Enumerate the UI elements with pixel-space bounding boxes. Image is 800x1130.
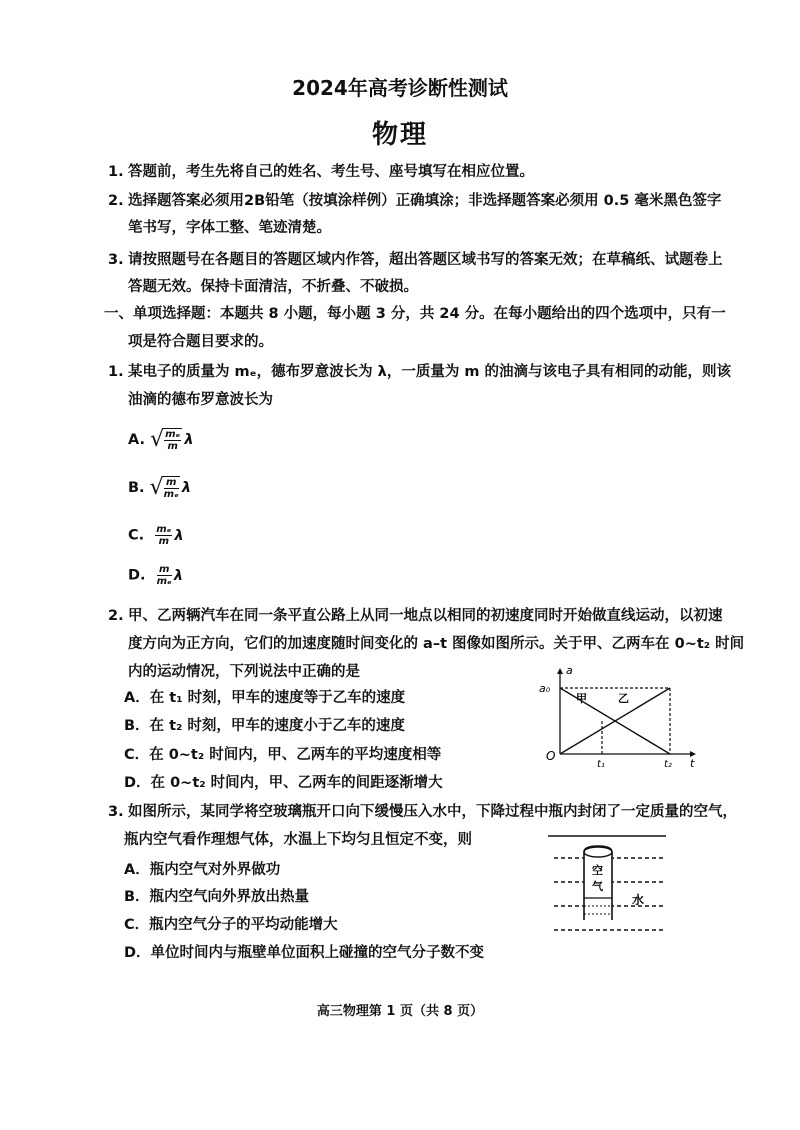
question-number: 1. [108,364,124,380]
question-1-continued: 油滴的德布罗意波长为 [128,392,273,408]
question-text: 甲、乙两辆汽车在同一条平直公路上从同一地点以相同的初速度同时开始做直线运动，以初速 [128,608,723,624]
section-heading-continued: 项是符合题目要求的。 [128,334,273,350]
question-2 [108,606,723,626]
question-number: 2. [108,608,124,624]
lambda-symbol: λ [184,432,194,448]
origin-label: O [546,749,556,763]
q3-option-c[interactable]: C．瓶内空气分子的平均动能增大 [124,917,338,933]
sqrt-expression [150,476,180,500]
lambda-symbol: λ [181,480,192,496]
q2-option-a[interactable]: A．在 t₁ 时刻，甲车的速度等于乙车的速度 [124,690,406,706]
yi-label: 乙 [618,692,629,705]
jia-label: 甲 [576,692,587,705]
note-3 [108,250,723,270]
page-footer: 高三物理第 1 页（共 8 页） [316,1004,484,1019]
note-3-continued: 答题无效。保持卡面清洁，不折叠、不破损。 [128,279,418,295]
a-axis-arrow-icon [557,668,563,674]
q3-option-d[interactable]: D．单位时间内与瓶壁单位面积上碰撞的空气分子数不变 [124,945,485,961]
question-2-continued-2: 内的运动情况，下列说法中正确的是 [128,664,360,680]
sqrt-icon: √ [150,427,165,452]
note-number: 2. [108,193,124,209]
fraction-numerator: mₑ [165,429,181,440]
lambda-symbol: λ [173,567,184,584]
option-label: B. [128,480,145,496]
bottle-in-water-figure [548,832,670,944]
water-label: 水 [632,893,645,907]
fraction-denominator: mₑ [156,576,172,587]
question-2-continued-1: 度方向为正方向，它们的加速度随时间变化的 a–t 图像如图所示。关于甲、乙两车在 0~t₂ 时间 [128,636,745,652]
question-text: 如图所示，某同学将空玻璃瓶开口向下缓慢压入水中，下降过程中瓶内封闭了一定质量的空气， [128,804,737,820]
question-text: 某电子的质量为 mₑ，德布罗意波长为 λ，一质量为 m 的油滴与该电子具有相同的动能，则该 [128,364,732,380]
air-label-2: 气 [592,880,603,893]
a-axis-label: a [566,664,573,677]
fraction-numerator: mₑ [156,524,172,535]
note-2-continued: 笔书写，字体工整、笔迹清楚。 [128,220,331,236]
sqrt-expression [150,428,182,452]
subject-title: 物理 [371,120,428,150]
t-axis-label: t [690,757,695,770]
sqrt-icon: √ [149,475,164,500]
option-label: D. [128,567,146,584]
fraction-denominator: mₑ [163,489,179,500]
q2-option-c[interactable]: C．在 0~t₂ 时间内，甲、乙两车的平均速度相等 [124,747,442,763]
section-heading: 一、单项选择题：本题共 8 小题，每小题 3 分，共 24 分。在每小题给出的四个选项中，只有一 [104,306,726,322]
question-3 [108,802,737,822]
note-text: 请按照题号在各题目的答题区域内作答，超出答题区域书写的答案无效；在草稿纸、试题卷上 [128,252,723,268]
note-text: 答题前，考生先将自己的姓名、考生号、座号填写在相应位置。 [128,164,534,180]
question-3-continued: 瓶内空气看作理想气体，水温上下均匀且恒定不变，则 [124,832,472,848]
q1-option-d[interactable] [128,564,183,587]
q1-option-a[interactable] [128,428,194,452]
option-label: C. [128,527,145,544]
exam-title: 2024年高考诊断性测试 [292,76,508,100]
fraction-numerator: m [157,564,172,576]
option-label: A. [128,432,145,448]
q3-option-a[interactable]: A．瓶内空气对外界做功 [124,862,281,878]
q1-option-b[interactable] [128,476,191,500]
at-graph [530,664,700,774]
q1-option-c[interactable] [128,524,184,547]
q3-option-b[interactable]: B．瓶内空气向外界放出热量 [124,889,310,905]
note-number: 1. [108,164,124,180]
q2-option-b[interactable]: B．在 t₂ 时刻，甲车的速度小于乙车的速度 [124,718,405,734]
t1-label: t₁ [597,759,605,770]
q2-option-d[interactable]: D．在 0~t₂ 时间内，甲、乙两车的间距逐渐增大 [124,775,443,791]
fraction-numerator: m [164,477,179,489]
question-1 [108,362,731,382]
note-1 [108,162,534,182]
air-label-1: 空 [592,864,603,877]
note-text: 选择题答案必须用2B铅笔（按填涂样例）正确填涂；非选择题答案必须用 0.5 毫米黑色签字 [128,193,722,209]
note-2 [108,191,721,211]
t2-label: t₂ [664,759,672,770]
fraction-denominator: m [167,441,178,452]
lambda-symbol: λ [174,527,184,544]
question-number: 3. [108,804,124,820]
fraction-denominator: m [158,536,170,547]
a0-label: a₀ [539,682,551,695]
note-number: 3. [108,252,124,268]
